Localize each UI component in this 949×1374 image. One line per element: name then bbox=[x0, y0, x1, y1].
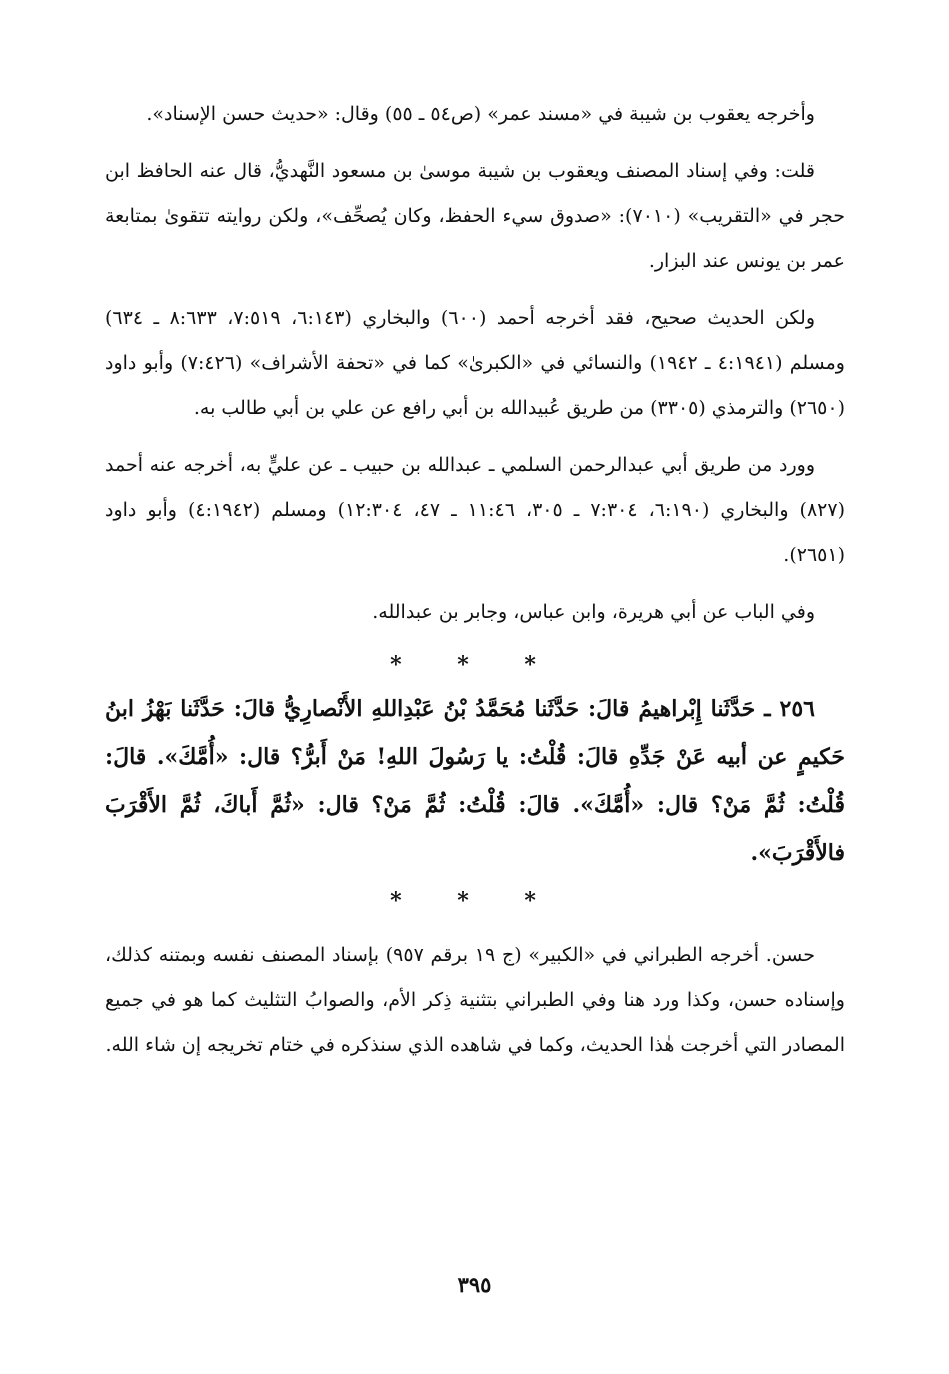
commentary-paragraph: حسن. أخرجه الطبراني في «الكبير» (ج ١٩ برقم ٩٥٧) بإسناد المصنف نفسه وبمتنه كذلك، وإسناده حسن، وكذا ورد هنا وفي الطبراني بتثنية ذِكر الأم، والصوابُ التثليث كما هو في جميع المصادر التي أخرجت هٰذا الحديث، وكما في شاهده الذي سنذكره في ختام تخريجه إن شاء الله. bbox=[105, 944, 845, 1056]
hadith-text: ٢٥٦ ـ حَدَّثَنا إِبْراهيمُ قالَ: حَدَّثَنا مُحَمَّدُ بْنُ عَبْدِاللهِ الأَنْصارِيُّ قالَ: حَدَّثَنا بَهْزُ ابنُ حَكيمٍ عن أبيه عَنْ جَدِّهِ قالَ: قُلْتُ: يا رَسُولَ اللهِ! مَنْ أَبرُّ؟ قال: «أُمَّكَ». قالَ: قُلْتُ: ثُمَّ مَنْ؟ قال: «أُمَّكَ». قالَ: قُلْتُ: ثُمَّ مَنْ؟ قال: «ثُمَّ أَباكَ، ثُمَّ الأَقْرَبَ فالأَقْرَبَ». bbox=[105, 696, 845, 866]
paragraph-3: ولكن الحديث صحيح، فقد أخرجه أحمد (٦٠٠) والبخاري (٦:١٤٣، ٧:٥١٩، ٨:٦٣٣ ـ ٦٣٤) ومسلم (٤:١٩٤١ ـ ١٩٤٢) والنسائي في «الكبرىٰ» كما في «تحفة الأشراف» (٧:٤٢٦) وأبو داود (٢٦٥٠) والترمذي (٣٣٠٥) من طريق عُبيدالله بن أبي رافع عن علي بن أبي طالب به. bbox=[105, 307, 845, 419]
paragraph-1: وأخرجه يعقوب بن شيبة في «مسند عمر» (ص٥٤ ـ ٥٥) وقال: «حديث حسن الإسناد». bbox=[146, 103, 815, 125]
paragraph-4: وورد من طريق أبي عبدالرحمن السلمي ـ عبدالله بن حبيب ـ عن عليٍّ به، أخرجه عنه أحمد (٨٢٧) والبخاري (٦:١٩٠، ٧:٣٠٤ ـ ٣٠٥، ١١:٤٦ ـ ٤٧، ١٢:٣٠٤) ومسلم (٤:١٩٤٢) وأبو داود (٢٦٥١). bbox=[105, 454, 846, 566]
paragraph-2: قلت: وفي إسناد المصنف ويعقوب بن شيبة موسىٰ بن مسعود النَّهديُّ، قال عنه الحافظ ابن حجر في «التقريب» (٧٠١٠): «صدوق سيء الحفظ، وكان يُصحِّف»، ولكن روايته تتقوىٰ بمتابعة عمر بن يونس عند البزار. bbox=[105, 160, 845, 272]
paragraph-5: وفي الباب عن أبي هريرة، وابن عباس، وجابر بن عبدالله. bbox=[372, 601, 815, 623]
page-number: ٣٩٥ bbox=[457, 1272, 492, 1297]
separator-bottom: * * * bbox=[390, 888, 560, 914]
separator-top: * * * bbox=[390, 652, 560, 678]
page-body bbox=[105, 92, 845, 1068]
